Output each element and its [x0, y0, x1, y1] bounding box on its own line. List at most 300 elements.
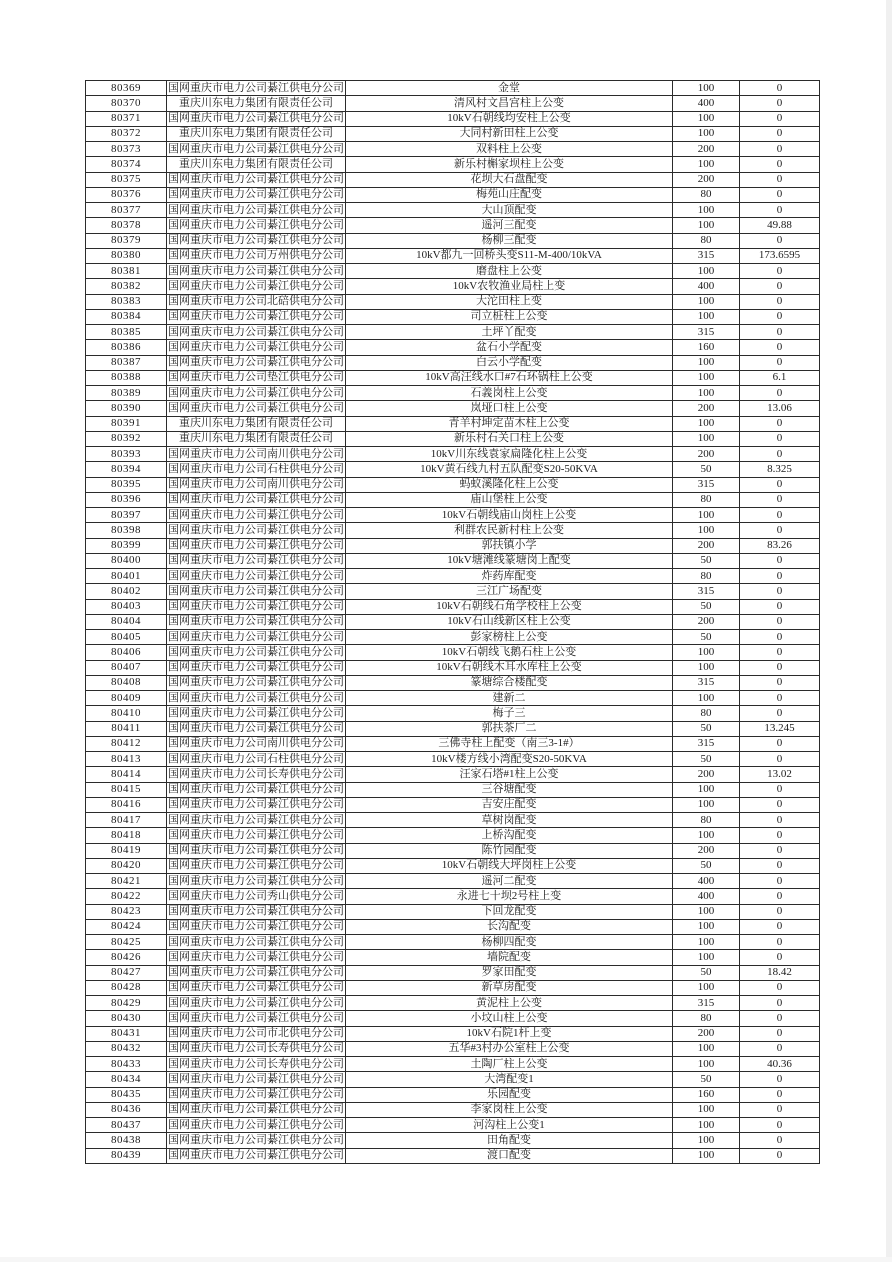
- cell-capacity-kva: 200: [673, 538, 740, 553]
- cell-value: 0: [740, 96, 820, 111]
- cell-value: 0: [740, 1102, 820, 1117]
- cell-value: 0: [740, 1148, 820, 1163]
- cell-company-name: 国网重庆市电力公司綦江供电分公司: [167, 599, 346, 614]
- cell-capacity-kva: 100: [673, 1148, 740, 1163]
- cell-value: 0: [740, 1011, 820, 1026]
- cell-value: 0: [740, 142, 820, 157]
- cell-value: 13.245: [740, 721, 820, 736]
- cell-record-id: 80386: [86, 340, 167, 355]
- table-row: [86, 416, 820, 431]
- cell-value: 0: [740, 1087, 820, 1102]
- cell-value: 0: [740, 553, 820, 568]
- cell-transformer-name: 10kV石院1杆上变: [346, 1026, 673, 1041]
- cell-value: 0: [740, 1026, 820, 1041]
- cell-record-id: 80438: [86, 1133, 167, 1148]
- cell-value: 0: [740, 508, 820, 523]
- cell-capacity-kva: 50: [673, 553, 740, 568]
- cell-transformer-name: 蚂蚁溪隆化柱上公变: [346, 477, 673, 492]
- cell-company-name: 国网重庆市电力公司北碚供电分公司: [167, 294, 346, 309]
- cell-company-name: 国网重庆市电力公司綦江供电分公司: [167, 386, 346, 401]
- cell-transformer-name: 10kV黄石线九村五队配变S20-50KVA: [346, 462, 673, 477]
- cell-company-name: 国网重庆市电力公司綦江供电分公司: [167, 538, 346, 553]
- cell-value: 0: [740, 340, 820, 355]
- cell-record-id: 80379: [86, 233, 167, 248]
- cell-record-id: 80384: [86, 309, 167, 324]
- cell-record-id: 80381: [86, 264, 167, 279]
- table-row: [86, 736, 820, 751]
- cell-company-name: 国网重庆市电力公司綦江供电分公司: [167, 309, 346, 324]
- cell-transformer-name: 吉安庄配变: [346, 797, 673, 812]
- cell-capacity-kva: 100: [673, 660, 740, 675]
- cell-company-name: 重庆川东电力集团有限责任公司: [167, 431, 346, 446]
- cell-value: 0: [740, 1133, 820, 1148]
- cell-capacity-kva: 400: [673, 874, 740, 889]
- table-row: [86, 340, 820, 355]
- cell-record-id: 80411: [86, 721, 167, 736]
- cell-transformer-name: 10kV石朝线均安柱上公变: [346, 111, 673, 126]
- cell-value: 0: [740, 950, 820, 965]
- table-row: [86, 203, 820, 218]
- cell-company-name: 重庆川东电力集团有限责任公司: [167, 96, 346, 111]
- records-table-container: [85, 80, 820, 1164]
- cell-record-id: 80428: [86, 980, 167, 995]
- table-row: [86, 294, 820, 309]
- cell-transformer-name: 石義岗柱上公变: [346, 386, 673, 401]
- table-row: [86, 980, 820, 995]
- cell-company-name: 国网重庆市电力公司綦江供电分公司: [167, 1118, 346, 1133]
- cell-transformer-name: 10kV石朝线庙山岗柱上公变: [346, 508, 673, 523]
- cell-value: 0: [740, 447, 820, 462]
- cell-value: 13.06: [740, 401, 820, 416]
- cell-capacity-kva: 50: [673, 721, 740, 736]
- table-row: [86, 645, 820, 660]
- cell-record-id: 80405: [86, 630, 167, 645]
- cell-capacity-kva: 200: [673, 142, 740, 157]
- cell-transformer-name: 永进七十坝2号柱上变: [346, 889, 673, 904]
- cell-value: 49.88: [740, 218, 820, 233]
- table-row: [86, 96, 820, 111]
- cell-transformer-name: 司立桩柱上公变: [346, 309, 673, 324]
- cell-transformer-name: 杨柳三配变: [346, 233, 673, 248]
- cell-value: 0: [740, 614, 820, 629]
- cell-capacity-kva: 80: [673, 1011, 740, 1026]
- table-row: [86, 996, 820, 1011]
- cell-capacity-kva: 100: [673, 1057, 740, 1072]
- table-row: [86, 172, 820, 187]
- cell-transformer-name: 10kV石朝线大坪岗柱上公变: [346, 858, 673, 873]
- cell-company-name: 国网重庆市电力公司綦江供电分公司: [167, 858, 346, 873]
- cell-record-id: 80421: [86, 874, 167, 889]
- cell-record-id: 80371: [86, 111, 167, 126]
- cell-transformer-name: 五华#3村办公室柱上公变: [346, 1041, 673, 1056]
- table-row: [86, 813, 820, 828]
- cell-value: 0: [740, 904, 820, 919]
- cell-capacity-kva: 200: [673, 401, 740, 416]
- cell-transformer-name: 大山顶配变: [346, 203, 673, 218]
- cell-transformer-name: 10kV农牧渔业局柱上变: [346, 279, 673, 294]
- cell-transformer-name: 10kV石朝线飞鹅石柱上公变: [346, 645, 673, 660]
- cell-transformer-name: 炸药库配变: [346, 569, 673, 584]
- table-row: [86, 1148, 820, 1163]
- cell-capacity-kva: 315: [673, 736, 740, 751]
- cell-company-name: 国网重庆市电力公司綦江供电分公司: [167, 553, 346, 568]
- cell-company-name: 国网重庆市电力公司长寿供电分公司: [167, 1041, 346, 1056]
- table-row: [86, 675, 820, 690]
- cell-capacity-kva: 100: [673, 523, 740, 538]
- cell-capacity-kva: 50: [673, 630, 740, 645]
- cell-transformer-name: 10kV石朝线石角学校柱上公变: [346, 599, 673, 614]
- cell-transformer-name: 大沱田柱上变: [346, 294, 673, 309]
- cell-company-name: 国网重庆市电力公司綦江供电分公司: [167, 1087, 346, 1102]
- cell-company-name: 国网重庆市电力公司綦江供电分公司: [167, 523, 346, 538]
- cell-record-id: 80407: [86, 660, 167, 675]
- cell-transformer-name: 新草房配变: [346, 980, 673, 995]
- table-row: [86, 325, 820, 340]
- cell-capacity-kva: 100: [673, 782, 740, 797]
- cell-company-name: 国网重庆市电力公司綦江供电分公司: [167, 996, 346, 1011]
- cell-record-id: 80380: [86, 248, 167, 263]
- cell-record-id: 80423: [86, 904, 167, 919]
- table-row: [86, 401, 820, 416]
- cell-value: 0: [740, 477, 820, 492]
- page-edge-right: [886, 0, 892, 1262]
- cell-value: 0: [740, 386, 820, 401]
- cell-record-id: 80397: [86, 508, 167, 523]
- table-row: [86, 264, 820, 279]
- cell-capacity-kva: 200: [673, 172, 740, 187]
- cell-value: 0: [740, 1041, 820, 1056]
- cell-record-id: 80417: [86, 813, 167, 828]
- cell-value: 0: [740, 889, 820, 904]
- cell-transformer-name: 10kV石山线新区柱上公变: [346, 614, 673, 629]
- cell-record-id: 80374: [86, 157, 167, 172]
- cell-company-name: 国网重庆市电力公司綦江供电分公司: [167, 218, 346, 233]
- cell-value: 0: [740, 416, 820, 431]
- cell-company-name: 国网重庆市电力公司綦江供电分公司: [167, 492, 346, 507]
- cell-record-id: 80398: [86, 523, 167, 538]
- cell-record-id: 80390: [86, 401, 167, 416]
- cell-company-name: 国网重庆市电力公司綦江供电分公司: [167, 1011, 346, 1026]
- cell-capacity-kva: 200: [673, 843, 740, 858]
- cell-record-id: 80388: [86, 370, 167, 385]
- cell-company-name: 国网重庆市电力公司石柱供电分公司: [167, 462, 346, 477]
- cell-transformer-name: 金堂: [346, 81, 673, 96]
- cell-record-id: 80418: [86, 828, 167, 843]
- table-row: [86, 1026, 820, 1041]
- cell-record-id: 80378: [86, 218, 167, 233]
- table-row: [86, 233, 820, 248]
- cell-capacity-kva: 100: [673, 508, 740, 523]
- cell-record-id: 80392: [86, 431, 167, 446]
- cell-capacity-kva: 50: [673, 1072, 740, 1087]
- cell-capacity-kva: 100: [673, 1102, 740, 1117]
- cell-capacity-kva: 80: [673, 187, 740, 202]
- cell-value: 18.42: [740, 965, 820, 980]
- cell-company-name: 国网重庆市电力公司綦江供电分公司: [167, 782, 346, 797]
- cell-value: 0: [740, 630, 820, 645]
- cell-transformer-name: 双料柱上公变: [346, 142, 673, 157]
- cell-transformer-name: 郭扶茶厂二: [346, 721, 673, 736]
- cell-value: 0: [740, 187, 820, 202]
- cell-company-name: 国网重庆市电力公司綦江供电分公司: [167, 706, 346, 721]
- table-row: [86, 523, 820, 538]
- cell-company-name: 国网重庆市电力公司綦江供电分公司: [167, 965, 346, 980]
- cell-record-id: 80370: [86, 96, 167, 111]
- cell-transformer-name: 10kV川东线袁家扁隆化柱上公变: [346, 447, 673, 462]
- cell-company-name: 国网重庆市电力公司綦江供电分公司: [167, 645, 346, 660]
- cell-value: 0: [740, 706, 820, 721]
- cell-capacity-kva: 80: [673, 813, 740, 828]
- cell-record-id: 80393: [86, 447, 167, 462]
- table-row: [86, 889, 820, 904]
- cell-transformer-name: 盆石小学配变: [346, 340, 673, 355]
- table-row: [86, 1041, 820, 1056]
- table-row: [86, 142, 820, 157]
- cell-company-name: 国网重庆市电力公司綦江供电分公司: [167, 1102, 346, 1117]
- cell-company-name: 国网重庆市电力公司綦江供电分公司: [167, 81, 346, 96]
- cell-record-id: 80401: [86, 569, 167, 584]
- table-row: [86, 721, 820, 736]
- cell-value: 0: [740, 675, 820, 690]
- cell-company-name: 国网重庆市电力公司南川供电分公司: [167, 477, 346, 492]
- cell-record-id: 80391: [86, 416, 167, 431]
- cell-capacity-kva: 100: [673, 81, 740, 96]
- cell-record-id: 80394: [86, 462, 167, 477]
- cell-company-name: 国网重庆市电力公司綦江供电分公司: [167, 691, 346, 706]
- cell-value: 0: [740, 919, 820, 934]
- cell-transformer-name: 郭扶镇小学: [346, 538, 673, 553]
- cell-company-name: 国网重庆市电力公司綦江供电分公司: [167, 401, 346, 416]
- cell-transformer-name: 三江广场配变: [346, 584, 673, 599]
- cell-value: 0: [740, 736, 820, 751]
- cell-company-name: 国网重庆市电力公司秀山供电分公司: [167, 889, 346, 904]
- cell-transformer-name: 小坟山柱上公变: [346, 1011, 673, 1026]
- table-row: [86, 386, 820, 401]
- cell-capacity-kva: 315: [673, 996, 740, 1011]
- table-row: [86, 691, 820, 706]
- table-row: [86, 1057, 820, 1072]
- cell-company-name: 国网重庆市电力公司綦江供电分公司: [167, 721, 346, 736]
- cell-value: 0: [740, 309, 820, 324]
- table-row: [86, 538, 820, 553]
- cell-company-name: 国网重庆市电力公司綦江供电分公司: [167, 584, 346, 599]
- cell-record-id: 80373: [86, 142, 167, 157]
- table-row: [86, 782, 820, 797]
- cell-company-name: 国网重庆市电力公司綦江供电分公司: [167, 904, 346, 919]
- cell-value: 0: [740, 355, 820, 370]
- cell-transformer-name: 建新二: [346, 691, 673, 706]
- cell-value: 0: [740, 996, 820, 1011]
- cell-value: 0: [740, 828, 820, 843]
- cell-record-id: 80420: [86, 858, 167, 873]
- cell-record-id: 80414: [86, 767, 167, 782]
- cell-transformer-name: 遥河三配变: [346, 218, 673, 233]
- cell-record-id: 80430: [86, 1011, 167, 1026]
- cell-capacity-kva: 100: [673, 370, 740, 385]
- table-row: [86, 492, 820, 507]
- table-row: [86, 752, 820, 767]
- cell-company-name: 重庆川东电力集团有限责任公司: [167, 157, 346, 172]
- table-row: [86, 309, 820, 324]
- table-row: [86, 599, 820, 614]
- table-row: [86, 1133, 820, 1148]
- table-row: [86, 828, 820, 843]
- table-row: [86, 355, 820, 370]
- cell-company-name: 国网重庆市电力公司綦江供电分公司: [167, 187, 346, 202]
- table-row: [86, 1118, 820, 1133]
- cell-record-id: 80403: [86, 599, 167, 614]
- cell-capacity-kva: 100: [673, 431, 740, 446]
- cell-transformer-name: 土陶厂柱上公变: [346, 1057, 673, 1072]
- cell-record-id: 80400: [86, 553, 167, 568]
- cell-company-name: 国网重庆市电力公司綦江供电分公司: [167, 660, 346, 675]
- cell-company-name: 国网重庆市电力公司长寿供电分公司: [167, 767, 346, 782]
- cell-value: 0: [740, 1072, 820, 1087]
- cell-record-id: 80432: [86, 1041, 167, 1056]
- cell-record-id: 80376: [86, 187, 167, 202]
- cell-record-id: 80424: [86, 919, 167, 934]
- cell-capacity-kva: 100: [673, 386, 740, 401]
- records-table-body: [86, 81, 820, 1164]
- cell-company-name: 国网重庆市电力公司垫江供电分公司: [167, 370, 346, 385]
- cell-transformer-name: 草树岗配变: [346, 813, 673, 828]
- table-row: [86, 81, 820, 96]
- table-row: [86, 706, 820, 721]
- cell-capacity-kva: 100: [673, 157, 740, 172]
- cell-transformer-name: 乐园配变: [346, 1087, 673, 1102]
- cell-capacity-kva: 200: [673, 614, 740, 629]
- cell-company-name: 国网重庆市电力公司綦江供电分公司: [167, 111, 346, 126]
- cell-transformer-name: 陈竹园配变: [346, 843, 673, 858]
- cell-transformer-name: 上桥沟配变: [346, 828, 673, 843]
- cell-record-id: 80402: [86, 584, 167, 599]
- cell-record-id: 80419: [86, 843, 167, 858]
- cell-value: 0: [740, 813, 820, 828]
- cell-transformer-name: 下回龙配变: [346, 904, 673, 919]
- cell-record-id: 80412: [86, 736, 167, 751]
- cell-record-id: 80375: [86, 172, 167, 187]
- table-row: [86, 630, 820, 645]
- cell-transformer-name: 汪家石塔#1柱上公变: [346, 767, 673, 782]
- table-row: [86, 553, 820, 568]
- table-row: [86, 157, 820, 172]
- cell-transformer-name: 土坪丫配变: [346, 325, 673, 340]
- cell-capacity-kva: 160: [673, 340, 740, 355]
- cell-record-id: 80385: [86, 325, 167, 340]
- cell-capacity-kva: 50: [673, 599, 740, 614]
- table-row: [86, 874, 820, 889]
- table-row: [86, 965, 820, 980]
- cell-value: 83.26: [740, 538, 820, 553]
- cell-capacity-kva: 315: [673, 675, 740, 690]
- cell-value: 0: [740, 111, 820, 126]
- table-row: [86, 1102, 820, 1117]
- cell-capacity-kva: 315: [673, 325, 740, 340]
- cell-capacity-kva: 100: [673, 416, 740, 431]
- records-table: [85, 80, 820, 1164]
- cell-transformer-name: 利群农民新村柱上公变: [346, 523, 673, 538]
- cell-transformer-name: 10kV高汪线水口#7石环锅柱上公变: [346, 370, 673, 385]
- cell-capacity-kva: 100: [673, 935, 740, 950]
- cell-record-id: 80431: [86, 1026, 167, 1041]
- cell-company-name: 重庆川东电力集团有限责任公司: [167, 126, 346, 141]
- cell-transformer-name: 磨盘柱上公变: [346, 264, 673, 279]
- table-row: [86, 797, 820, 812]
- cell-value: 40.36: [740, 1057, 820, 1072]
- cell-record-id: 80399: [86, 538, 167, 553]
- cell-record-id: 80433: [86, 1057, 167, 1072]
- cell-value: 0: [740, 584, 820, 599]
- cell-record-id: 80436: [86, 1102, 167, 1117]
- cell-capacity-kva: 80: [673, 492, 740, 507]
- cell-transformer-name: 10kV塘滩线篆塘岗上配变: [346, 553, 673, 568]
- cell-company-name: 重庆川东电力集团有限责任公司: [167, 416, 346, 431]
- cell-capacity-kva: 100: [673, 950, 740, 965]
- cell-transformer-name: 长沟配变: [346, 919, 673, 934]
- cell-company-name: 国网重庆市电力公司綦江供电分公司: [167, 569, 346, 584]
- cell-record-id: 80427: [86, 965, 167, 980]
- cell-value: 0: [740, 233, 820, 248]
- cell-transformer-name: 李家岗柱上公变: [346, 1102, 673, 1117]
- cell-transformer-name: 岚垭口柱上公变: [346, 401, 673, 416]
- cell-transformer-name: 田角配变: [346, 1133, 673, 1148]
- cell-company-name: 国网重庆市电力公司綦江供电分公司: [167, 172, 346, 187]
- cell-transformer-name: 10kV石朝线木耳水库柱上公变: [346, 660, 673, 675]
- cell-capacity-kva: 100: [673, 126, 740, 141]
- cell-record-id: 80389: [86, 386, 167, 401]
- cell-capacity-kva: 50: [673, 965, 740, 980]
- table-row: [86, 935, 820, 950]
- cell-transformer-name: 渡口配变: [346, 1148, 673, 1163]
- cell-company-name: 国网重庆市电力公司綦江供电分公司: [167, 203, 346, 218]
- cell-capacity-kva: 400: [673, 279, 740, 294]
- cell-record-id: 80404: [86, 614, 167, 629]
- cell-value: 0: [740, 645, 820, 660]
- cell-transformer-name: 庙山堡柱上公变: [346, 492, 673, 507]
- table-row: [86, 187, 820, 202]
- cell-value: 0: [740, 492, 820, 507]
- cell-capacity-kva: 100: [673, 264, 740, 279]
- cell-capacity-kva: 100: [673, 1118, 740, 1133]
- cell-record-id: 80372: [86, 126, 167, 141]
- cell-company-name: 国网重庆市电力公司万州供电分公司: [167, 248, 346, 263]
- cell-value: 0: [740, 1118, 820, 1133]
- table-row: [86, 477, 820, 492]
- cell-value: 0: [740, 797, 820, 812]
- table-row: [86, 447, 820, 462]
- cell-company-name: 国网重庆市电力公司綦江供电分公司: [167, 843, 346, 858]
- cell-record-id: 80416: [86, 797, 167, 812]
- cell-capacity-kva: 100: [673, 797, 740, 812]
- cell-transformer-name: 罗家田配变: [346, 965, 673, 980]
- cell-transformer-name: 篆塘综合楼配变: [346, 675, 673, 690]
- table-row: [86, 218, 820, 233]
- cell-capacity-kva: 50: [673, 462, 740, 477]
- cell-transformer-name: 青羊村坤定苗木柱上公变: [346, 416, 673, 431]
- page-edge-bottom: [0, 1257, 892, 1262]
- cell-company-name: 国网重庆市电力公司綦江供电分公司: [167, 828, 346, 843]
- cell-company-name: 国网重庆市电力公司綦江供电分公司: [167, 950, 346, 965]
- cell-value: 0: [740, 935, 820, 950]
- cell-record-id: 80377: [86, 203, 167, 218]
- cell-company-name: 国网重庆市电力公司綦江供电分公司: [167, 874, 346, 889]
- cell-value: 6.1: [740, 370, 820, 385]
- cell-value: 0: [740, 325, 820, 340]
- cell-transformer-name: 河沟柱上公变1: [346, 1118, 673, 1133]
- cell-record-id: 80425: [86, 935, 167, 950]
- cell-capacity-kva: 100: [673, 980, 740, 995]
- cell-capacity-kva: 80: [673, 706, 740, 721]
